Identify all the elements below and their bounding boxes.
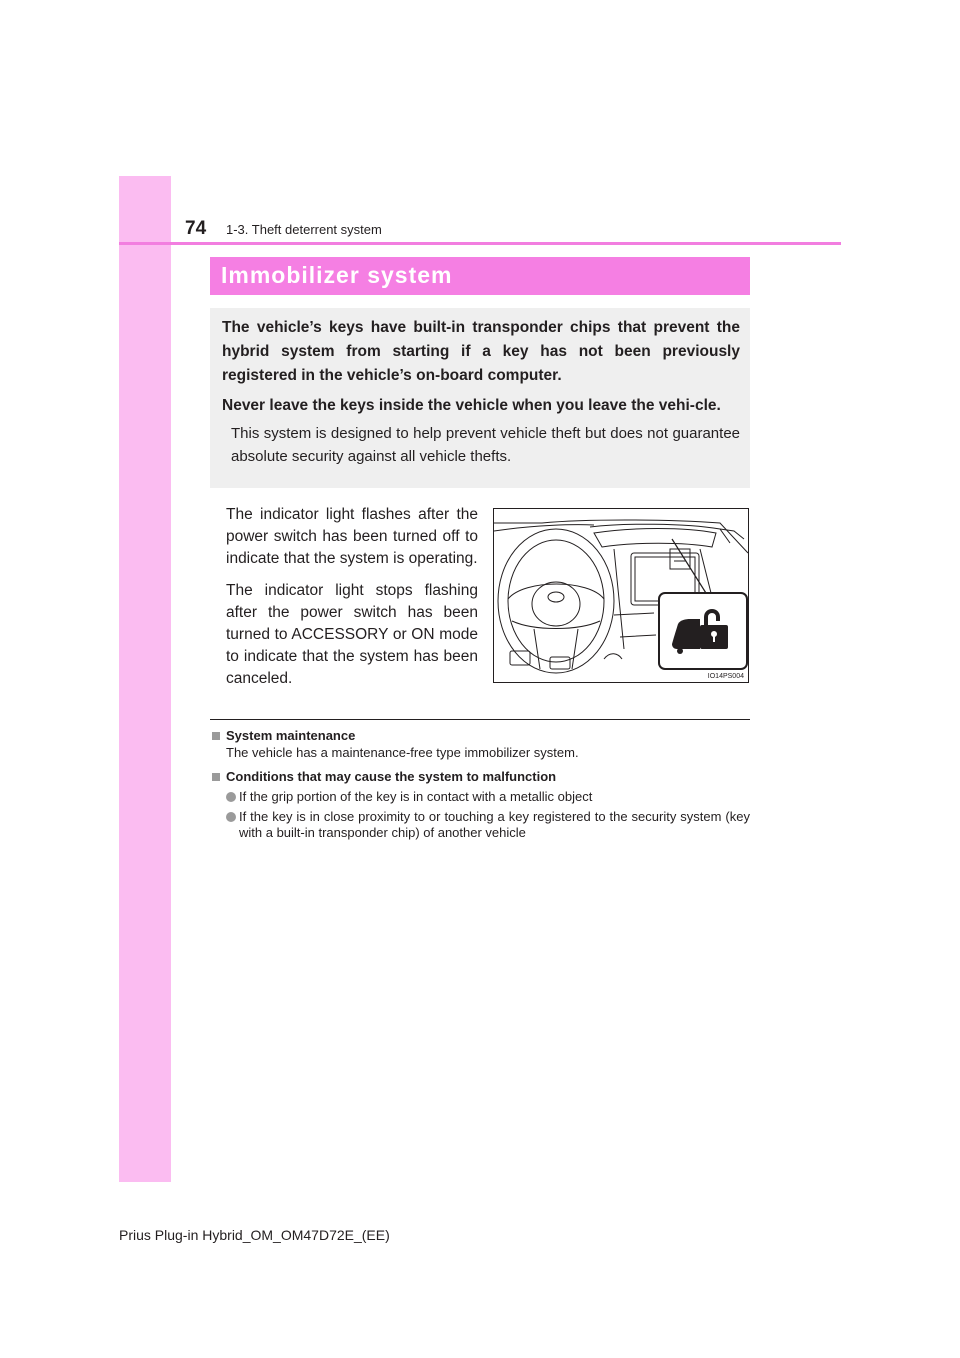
section-title-bar <box>210 257 750 295</box>
page-number: 74 <box>185 218 207 239</box>
note-heading-maintenance: System maintenance <box>210 728 750 744</box>
note-text-maintenance: The vehicle has a maintenance-free type immobilizer system. <box>226 745 579 760</box>
figure-code: IO14PS004 <box>707 673 744 680</box>
square-bullet-icon <box>212 773 220 781</box>
dashboard-drawing <box>494 509 748 682</box>
round-bullet-icon <box>226 792 236 802</box>
intro-box <box>210 308 750 488</box>
section-title: Immobilizer system <box>221 262 453 288</box>
breadcrumb: 1-3. Theft deterrent system <box>226 222 382 237</box>
chapter-side-tab <box>119 176 171 1182</box>
body-column <box>226 504 478 700</box>
immobilizer-indicator-callout <box>659 593 747 669</box>
page-footer: Prius Plug-in Hybrid_OM_OM47D72E_(EE) <box>119 1227 390 1243</box>
meter-hood <box>594 529 716 548</box>
list-item: If the key is in close proximity to or touching a key registered to the security system (key with a built-in transponder chip) of another vehicle <box>210 809 750 841</box>
intro-warning: Never leave the keys inside the vehicle when you leave the vehi-cle. <box>222 397 721 414</box>
intro-statement: The vehicle’s keys have built-in transponder chips that prevent the hybrid system from starting if a key has not been previously registered in the vehicle’s on-board computer. <box>222 319 740 384</box>
pedal-right <box>550 657 570 669</box>
list-item: If the grip portion of the key is in contact with a metallic object <box>210 789 750 805</box>
body-paragraph-flash: The indicator light flashes after the power switch has been turned off to indicate that the system is operating. <box>226 506 478 567</box>
notes-section <box>210 728 750 841</box>
body-paragraph-stop: The indicator light stops flashing after the power switch has been turned to ACCESSORY or ON mode to indicate that the system has been canceled. <box>226 582 478 687</box>
intro-note: This system is designed to help prevent vehicle theft but does not guarantee absolute security against all vehicle thefts. <box>231 425 740 465</box>
dashboard-illustration <box>493 508 749 683</box>
round-bullet-icon <box>226 812 236 822</box>
header-rule <box>119 242 841 245</box>
square-bullet-icon <box>212 732 220 740</box>
note-heading-malfunction: Conditions that may cause the system to malfunction <box>210 769 750 785</box>
section-divider <box>210 719 750 720</box>
